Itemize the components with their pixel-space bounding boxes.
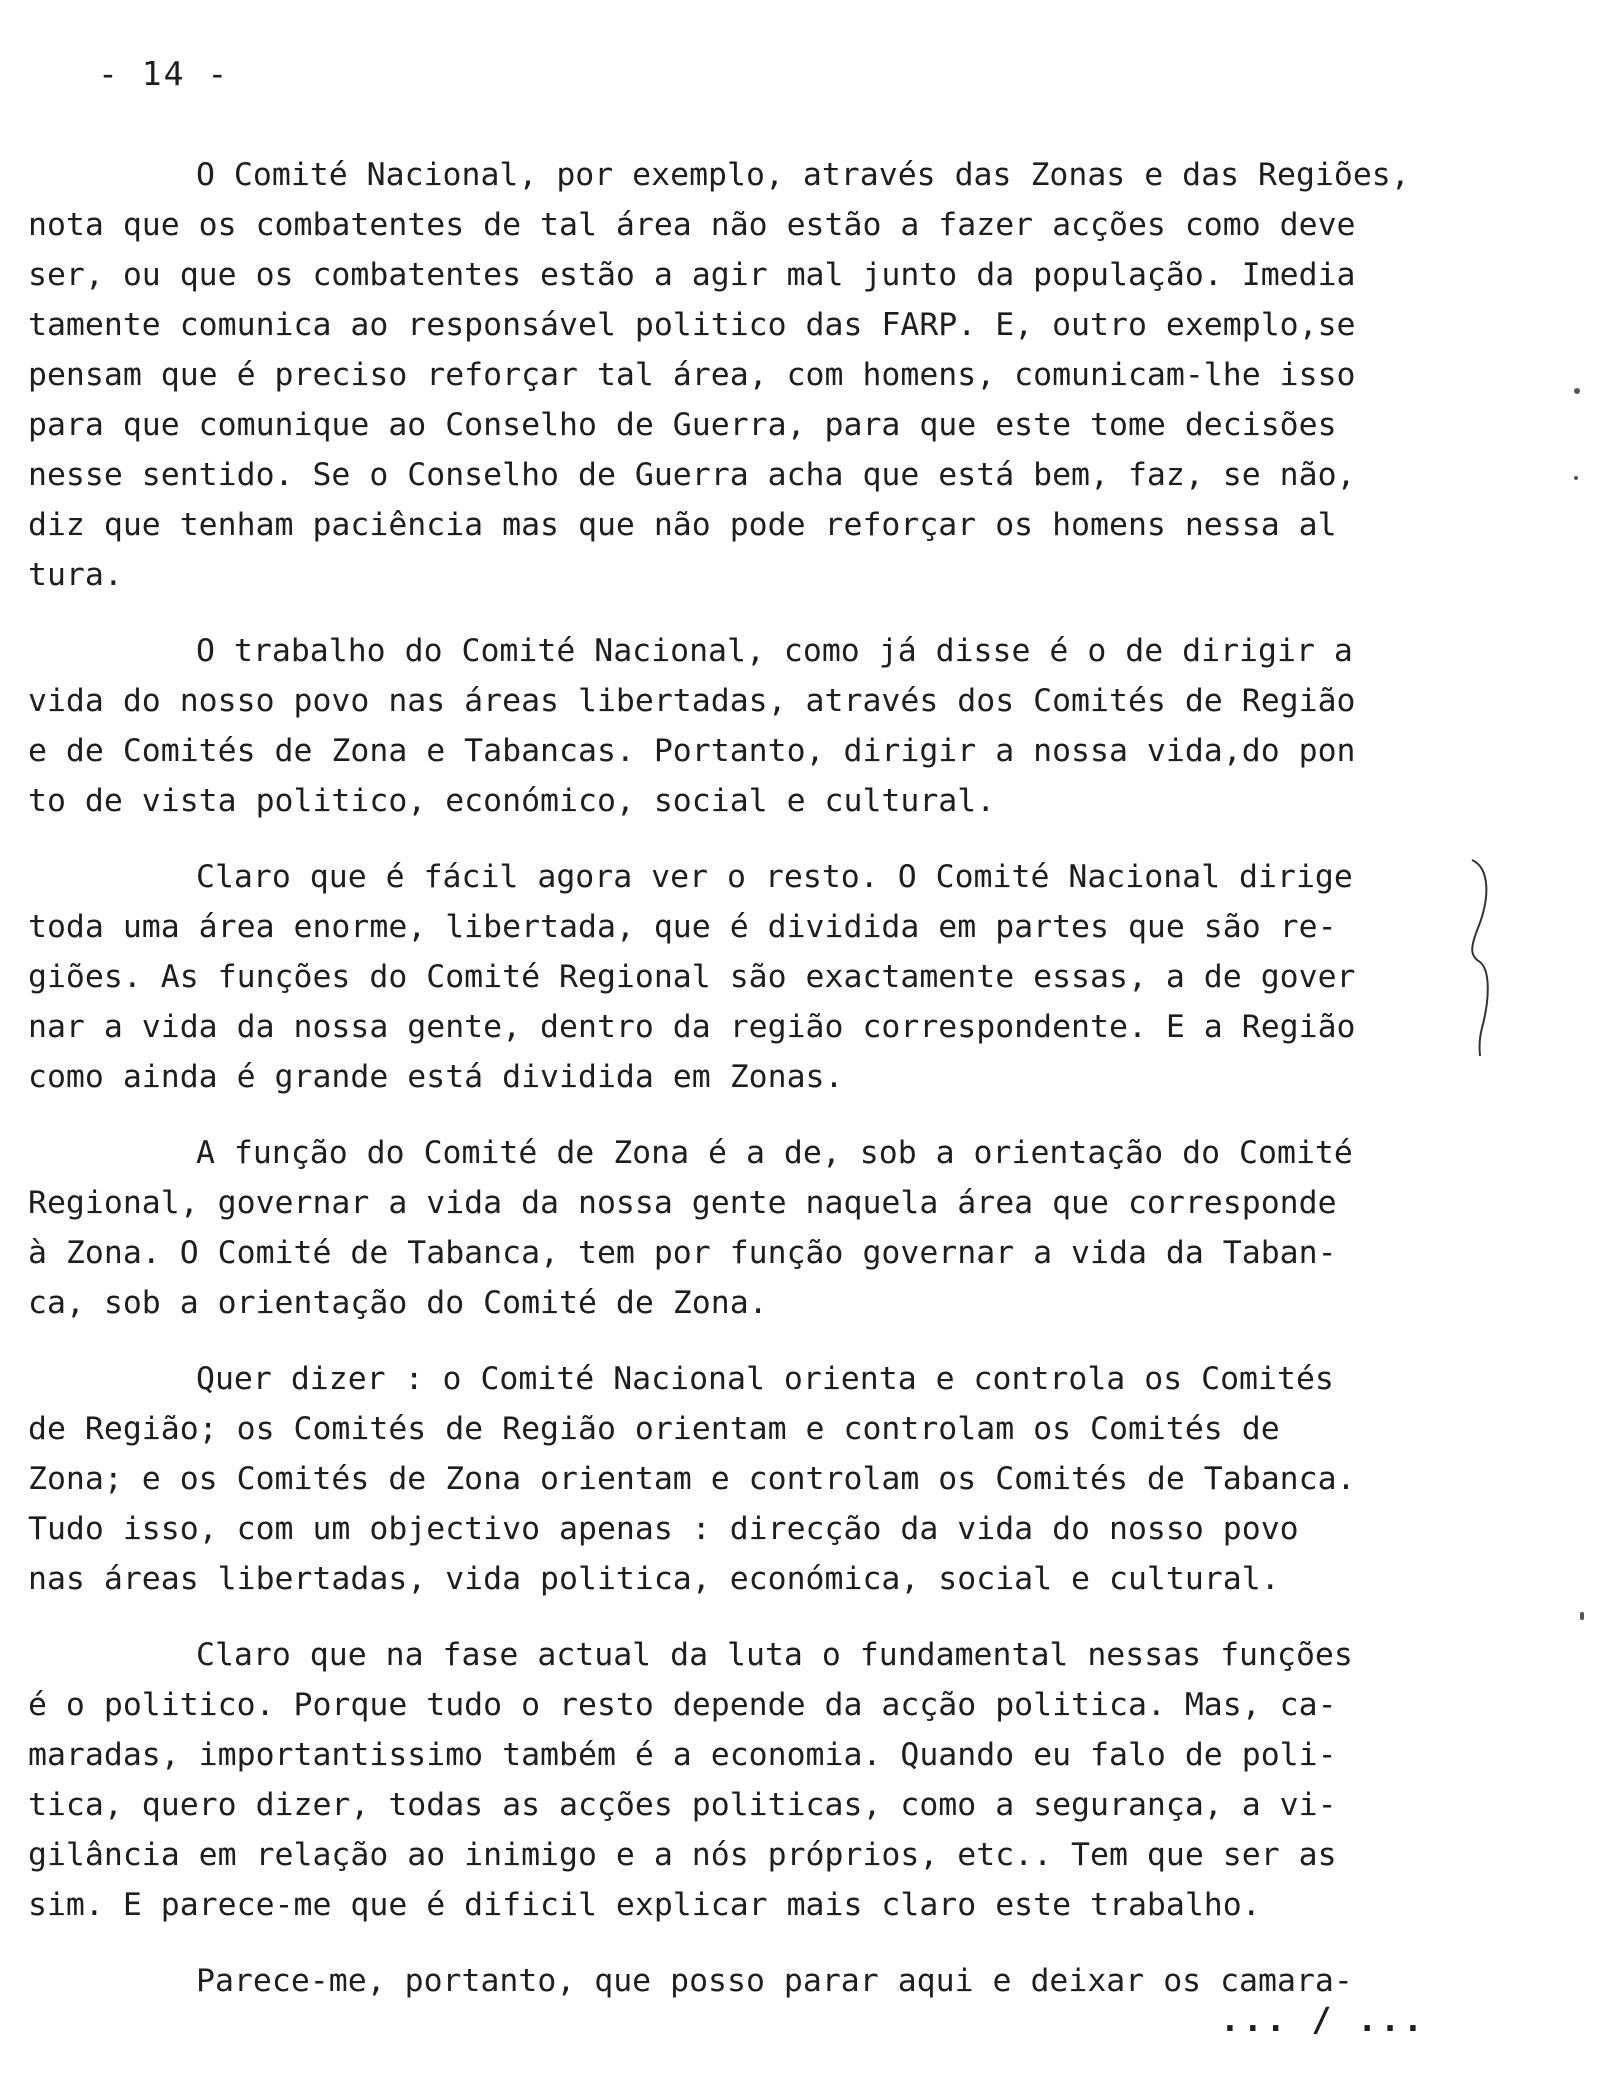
paragraph xyxy=(28,1630,1488,1930)
text-line: sim. E parece-me que é dificil explicar mais claro este trabalho. xyxy=(28,1887,1261,1923)
paragraph xyxy=(28,1354,1488,1604)
text-line: para que comunique ao Conselho de Guerra, para que este tome decisões xyxy=(28,407,1337,443)
text-line: ser, ou que os combatentes estão a agir mal junto da população. Imedia xyxy=(28,257,1356,293)
text-line: ca, sob a orientação do Comité de Zona. xyxy=(28,1285,768,1321)
paragraph xyxy=(28,1128,1488,1328)
text-line: tica, quero dizer, todas as acções politicas, como a segurança, a vi- xyxy=(28,1787,1337,1823)
margin-speck xyxy=(1580,1612,1584,1620)
text-line: vida do nosso povo nas áreas libertadas, através dos Comités de Região xyxy=(28,683,1356,719)
text-line: A função do Comité de Zona é a de, sob a orientação do Comité xyxy=(196,1135,1353,1171)
text-line: como ainda é grande está dividida em Zonas. xyxy=(28,1059,844,1095)
text-line: tamente comunica ao responsável politico das FARP. E, outro exemplo,se xyxy=(28,307,1356,343)
paragraph xyxy=(28,852,1488,1102)
text-line: é o politico. Porque tudo o resto depende da acção politica. Mas, ca- xyxy=(28,1687,1337,1723)
text-line: nesse sentido. Se o Conselho de Guerra acha que está bem, faz, se não, xyxy=(28,457,1356,493)
text-line: to de vista politico, económico, social e cultural. xyxy=(28,783,996,819)
continuation-marker: ... / ... xyxy=(1220,2000,1426,2039)
text-line: maradas, importantissimo também é a economia. Quando eu falo de poli- xyxy=(28,1737,1337,1773)
text-line: Claro que na fase actual da luta o fundamental nessas funções xyxy=(196,1637,1353,1673)
text-line: O trabalho do Comité Nacional, como já disse é o de dirigir a xyxy=(196,633,1353,669)
text-line: Quer dizer : o Comité Nacional orienta e controla os Comités xyxy=(196,1361,1334,1397)
text-line: Zona; e os Comités de Zona orientam e controlam os Comités de Tabanca. xyxy=(28,1461,1356,1497)
paragraph xyxy=(28,1956,1488,2006)
document-body xyxy=(28,150,1488,2032)
text-line: nar a vida da nossa gente, dentro da região correspondente. E a Região xyxy=(28,1009,1356,1045)
margin-speck xyxy=(1574,476,1578,480)
text-line: O Comité Nacional, por exemplo, através das Zonas e das Regiões, xyxy=(196,157,1410,193)
text-line: toda uma área enorme, libertada, que é dividida em partes que são re- xyxy=(28,909,1337,945)
text-line: nas áreas libertadas, vida politica, económica, social e cultural. xyxy=(28,1561,1280,1597)
text-line: à Zona. O Comité de Tabanca, tem por função governar a vida da Taban- xyxy=(28,1235,1337,1271)
text-line: Regional, governar a vida da nossa gente naquela área que corresponde xyxy=(28,1185,1337,1221)
margin-speck xyxy=(1574,388,1580,394)
text-line: giões. As funções do Comité Regional são exactamente essas, a de gover xyxy=(28,959,1356,995)
page-number: - 14 - xyxy=(98,54,230,93)
paragraph xyxy=(28,150,1488,600)
text-line: diz que tenham paciência mas que não pode reforçar os homens nessa al xyxy=(28,507,1337,543)
text-line: gilância em relação ao inimigo e a nós próprios, etc.. Tem que ser as xyxy=(28,1837,1337,1873)
text-line: Parece-me, portanto, que posso parar aqui e deixar os camara- xyxy=(196,1963,1353,1999)
text-line: nota que os combatentes de tal área não estão a fazer acções como deve xyxy=(28,207,1356,243)
text-line: Claro que é fácil agora ver o resto. O Comité Nacional dirige xyxy=(196,859,1353,895)
text-line: tura. xyxy=(28,557,123,593)
text-line: Tudo isso, com um objectivo apenas : direcção da vida do nosso povo xyxy=(28,1511,1299,1547)
text-line: pensam que é preciso reforçar tal área, com homens, comunicam-lhe isso xyxy=(28,357,1356,393)
text-line: de Região; os Comités de Região orientam e controlam os Comités de xyxy=(28,1411,1280,1447)
paragraph xyxy=(28,626,1488,826)
text-line: e de Comités de Zona e Tabancas. Portanto, dirigir a nossa vida,do pon xyxy=(28,733,1356,769)
